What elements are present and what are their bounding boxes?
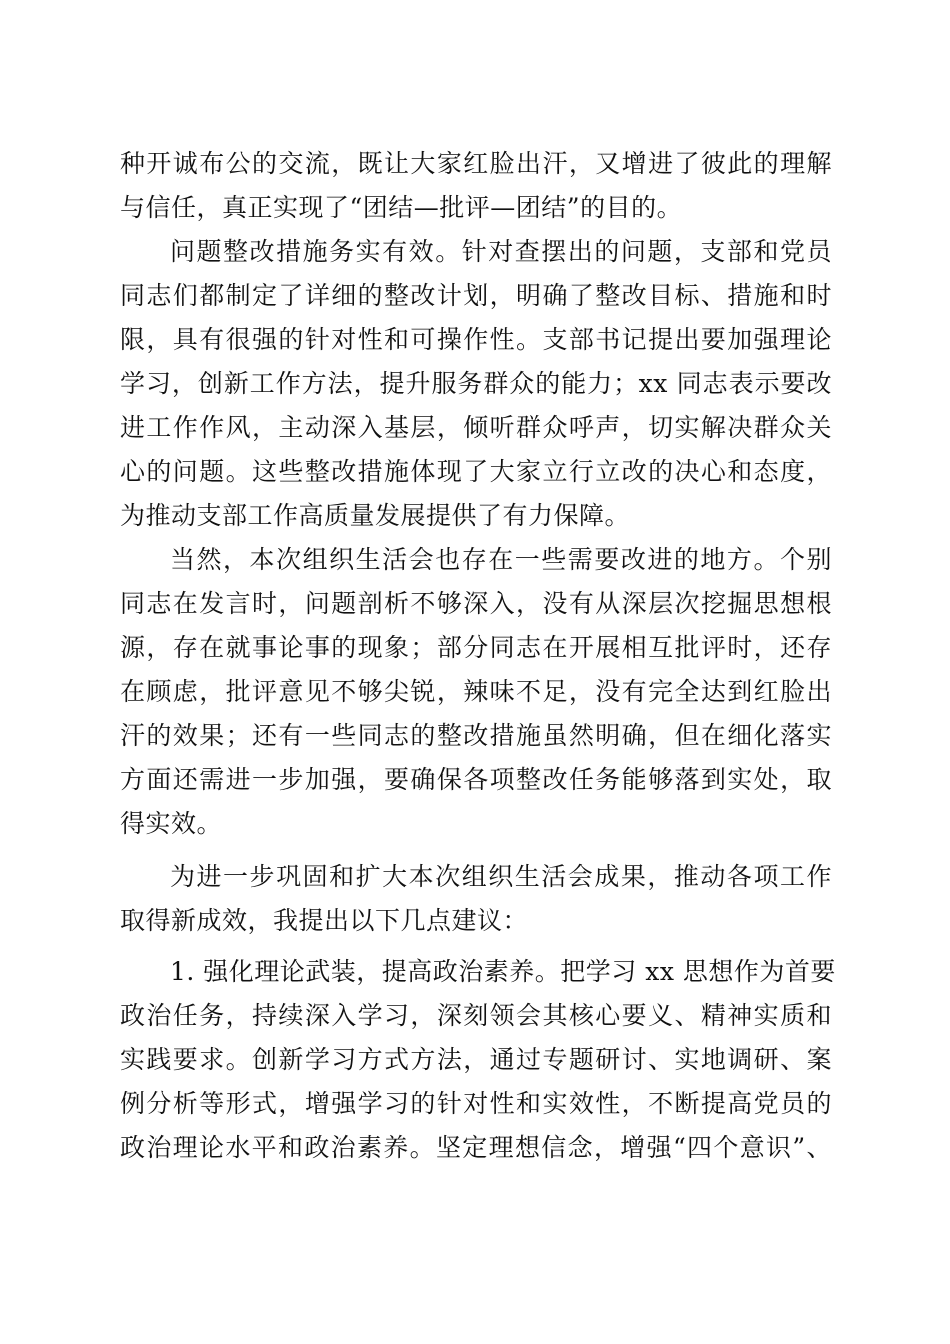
paragraph-start-line: 问题整改措施务实有效。针对查摆出的问题，支部和党员 [170, 237, 832, 266]
text-line: 进工作作风，主动深入基层，倾听群众呼声，切实解决群众关 [120, 413, 832, 442]
text-line: 政治任务，持续深入学习，深刻领会其核心要义、精神实质和 [120, 1001, 832, 1030]
text-line: 政治理论水平和政治素养。坚定理想信念，增强“四个意识”、 [120, 1133, 832, 1162]
text-line: 取得新成效，我提出以下几点建议： [120, 906, 529, 935]
text-line: 例分析等形式，增强学习的针对性和实效性，不断提高党员的 [120, 1089, 832, 1118]
text-line: 学习，创新工作方法，提升服务群众的能力；xx 同志表示要改 [120, 369, 832, 398]
text-line: 同志在发言时，问题剖析不够深入，没有从深层次挖掘思想根 [120, 589, 832, 618]
text-line: 方面还需进一步加强，要确保各项整改任务能够落到实处，取 [120, 765, 832, 794]
text-line: 与信任，真正实现了“团结—批评—团结”的目的。 [120, 193, 683, 222]
text-line: 心的问题。这些整改措施体现了大家立行立改的决心和态度， [120, 457, 832, 486]
text-line: 在顾虑，批评意见不够尖锐，辣味不足，没有完全达到红脸出 [120, 677, 832, 706]
text-line: 同志们都制定了详细的整改计划，明确了整改目标、措施和时 [120, 281, 832, 310]
text-line: 得实效。 [120, 809, 223, 838]
list-item-start-line: 1. 强化理论武装，提高政治素养。把学习 xx 思想作为首要 [170, 957, 836, 986]
text-line: 限，具有很强的针对性和可操作性。支部书记提出要加强理论 [120, 325, 832, 354]
text-line: 汗的效果；还有一些同志的整改措施虽然明确，但在细化落实 [120, 721, 832, 750]
text-line: 源，存在就事论事的现象；部分同志在开展相互批评时，还存 [120, 633, 832, 662]
text-line: 为推动支部工作高质量发展提供了有力保障。 [120, 501, 631, 530]
paragraph-start-line: 为进一步巩固和扩大本次组织生活会成果，推动各项工作 [170, 862, 832, 891]
text-line: 种开诚布公的交流，既让大家红脸出汗，又增进了彼此的理解 [120, 149, 832, 178]
paragraph-start-line: 当然，本次组织生活会也存在一些需要改进的地方。个别 [170, 545, 832, 574]
text-line: 实践要求。创新学习方式方法，通过专题研讨、实地调研、案 [120, 1045, 832, 1074]
